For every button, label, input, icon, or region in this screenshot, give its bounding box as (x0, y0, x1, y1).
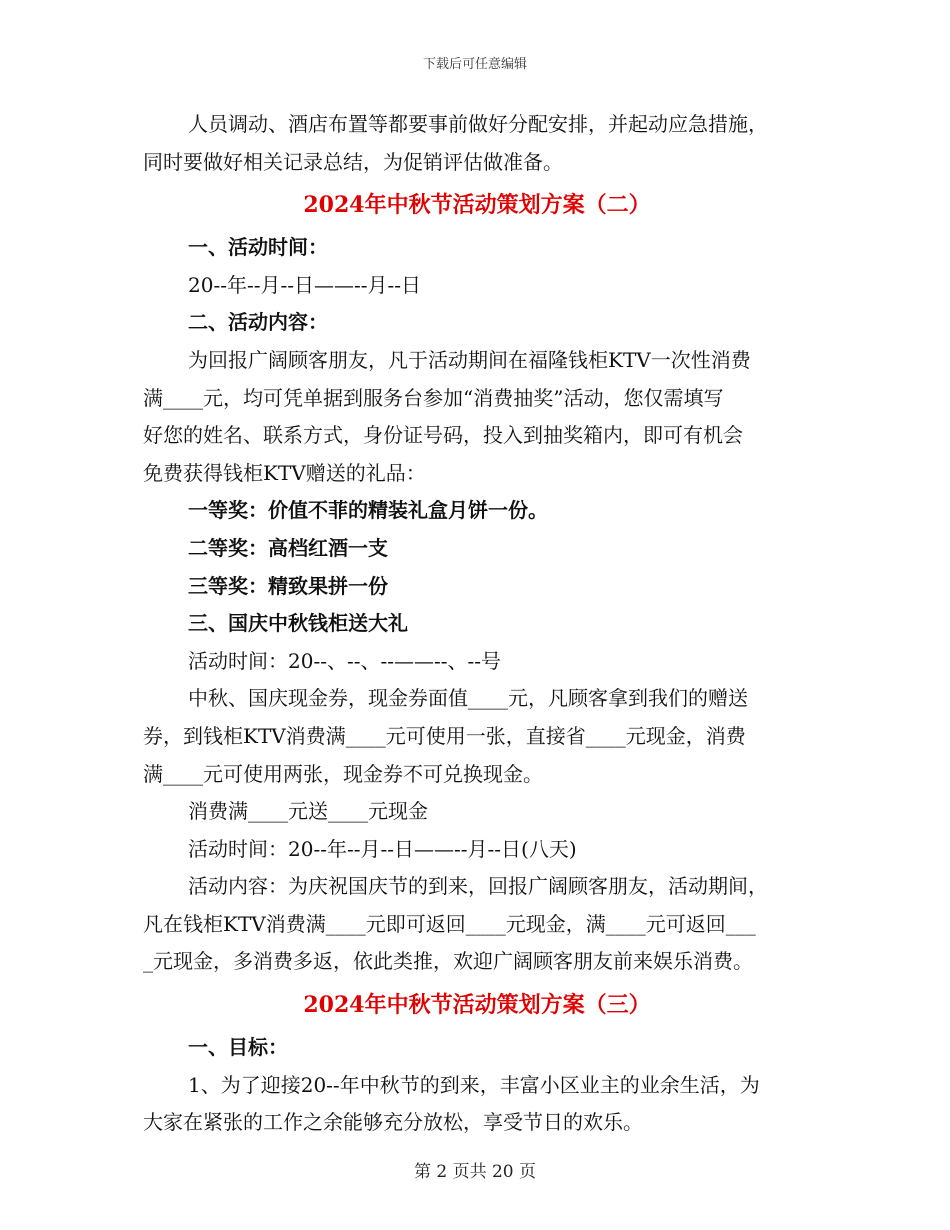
body-line: 满____元可使用两张，现金券不可兑换现金。 (143, 761, 543, 786)
body-line: 免费获得钱柜KTV赠送的礼品： (143, 460, 426, 485)
body-line: 1、为了迎接20--年中秋节的到来，丰富小区业主的业余生活，为 (188, 1072, 760, 1097)
prize-line: 一等奖：价值不菲的精装礼盒月饼一份。 (188, 498, 548, 523)
body-line: 凡在钱柜KTV消费满____元即可返回____元现金，满____元可返回___ (143, 911, 756, 936)
body-line: 人员调动、酒店布置等都要事前做好分配安排，并起动应急措施， (188, 112, 768, 136)
prize-line: 二等奖：高档红酒一支 (188, 535, 388, 560)
body-line: 中秋、国庆现金券，现金券面值____元，凡顾客拿到我们的赠送 (188, 686, 748, 711)
page-footer: 第 2 页共 20 页 (413, 1162, 537, 1182)
section-heading: 一、目标： (188, 1035, 288, 1060)
body-line: 活动内容：为庆祝国庆节的到来，回报广阔顾客朋友，活动期间， (188, 874, 768, 899)
section-heading: 三、国庆中秋钱柜送大礼 (188, 611, 408, 636)
body-line: 20--年--月--日——--月--日 (188, 272, 422, 297)
body-line: 券，到钱柜KTV消费满____元可使用一张，直接省____元现金，消费 (143, 723, 746, 748)
body-line: _元现金，多消费多返，依此类推，欢迎广阔顾客朋友前来娱乐消费。 (143, 949, 753, 974)
prize-line: 三等奖：精致果拼一份 (188, 573, 388, 598)
section-heading: 一、活动时间： (188, 235, 328, 260)
body-line: 活动时间：20--、--、--——--、--号 (188, 648, 502, 673)
section-title: 2024年中秋节活动策划方案（二） (303, 192, 651, 219)
body-line: 活动时间：20--年--月--日——--月--日(八天) (188, 836, 577, 861)
body-line: 好您的姓名、联系方式，身份证号码，投入到抽奖箱内，即可有机会 (143, 423, 743, 448)
body-line: 大家在紧张的工作之余能够充分放松，享受节日的欢乐。 (143, 1110, 643, 1135)
body-line: 满____元，均可凭单据到服务台参加“消费抽奖”活动，您仅需填写 (143, 385, 724, 410)
body-line: 消费满____元送____元现金 (188, 799, 428, 824)
body-line: 为回报广阔顾客朋友，凡于活动期间在福隆钱柜KTV一次性消费 (188, 347, 751, 372)
page-header: 下载后可任意编辑 (422, 57, 527, 72)
section-heading: 二、活动内容： (188, 310, 328, 335)
section-title: 2024年中秋节活动策划方案（三） (303, 992, 651, 1019)
body-line: 同时要做好相关记录总结，为促销评估做准备。 (143, 149, 563, 174)
document-body (143, 106, 811, 1142)
